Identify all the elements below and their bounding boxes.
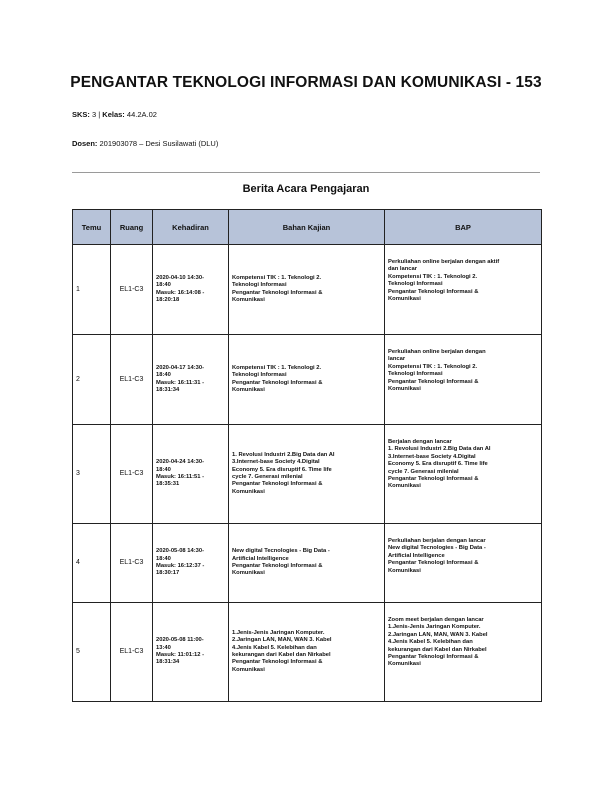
- bahan-kajian-cell: [229, 245, 385, 335]
- table-row: [73, 524, 542, 603]
- bap-text: Perkuliahan online berjalan dengan lancar Kompetensi TIK : 1. Teknologi 2. Teknologi Informasi Pengantar Teknologi Informasi & Komunikasi: [388, 349, 486, 393]
- table-header-row: [73, 210, 542, 245]
- bahan-kajian-text: 1. Revolusi Industri 2.Big Data dan AI 3.Internet-base Society 4.Digital Economy 5. Era disruptif 6. Time life cycle 7. Generasi milenial Pengantar Teknologi Informasi & Komunikasi: [232, 451, 335, 495]
- bahan-kajian-cell: [229, 603, 385, 702]
- bap-text: Perkuliahan berjalan dengan lancar New digital Tecnologies - Big Data - Artificial Intelligence Pengantar Teknologi Informasi & Komunikasi: [388, 538, 486, 574]
- kelas-label: Kelas:: [102, 110, 125, 119]
- kehadiran-cell: [153, 335, 229, 425]
- table-row: [73, 603, 542, 702]
- bap-cell: [385, 335, 542, 425]
- kehadiran-cell: [153, 425, 229, 524]
- ruang-cell: EL1-C3: [111, 603, 153, 702]
- ruang-cell: EL1-C3: [111, 524, 153, 603]
- column-header-bap: BAP: [385, 210, 542, 245]
- bap-cell: [385, 245, 542, 335]
- temu-cell: 2: [73, 335, 111, 425]
- sks-label: SKS:: [72, 110, 90, 119]
- temu-cell: 1: [73, 245, 111, 335]
- column-header-kehadiran: Kehadiran: [153, 210, 229, 245]
- course-info: [72, 110, 157, 119]
- column-header-bahan-kajian: Bahan Kajian: [229, 210, 385, 245]
- lecturer-info: [72, 139, 218, 148]
- table-row: [73, 425, 542, 524]
- divider: [72, 172, 540, 173]
- kehadiran-cell: [153, 245, 229, 335]
- bahan-kajian-text: New digital Tecnologies - Big Data - Artificial Intelligence Pengantar Teknologi Informasi & Komunikasi: [232, 548, 330, 577]
- kehadiran-text: 2020-05-08 11:00- 13:40 Masuk: 11:01:12 - 18:31:34: [156, 637, 205, 666]
- bap-cell: [385, 603, 542, 702]
- temu-cell: 3: [73, 425, 111, 524]
- bap-text: Perkuliahan online berjalan dengan aktif dan lancar Kompetensi TIK : 1. Teknologi 2. Teknologi Informasi Pengantar Teknologi Informasi & Komunikasi: [388, 259, 500, 303]
- ruang-cell: EL1-C3: [111, 245, 153, 335]
- kehadiran-text: 2020-05-08 14:30- 18:40 Masuk: 16:12:37 - 18:30:17: [156, 548, 205, 577]
- kelas-value: 44.2A.02: [124, 110, 157, 119]
- temu-cell: 5: [73, 603, 111, 702]
- temu-cell: 4: [73, 524, 111, 603]
- kehadiran-cell: [153, 603, 229, 702]
- column-header-ruang: Ruang: [111, 210, 153, 245]
- bap-cell: [385, 425, 542, 524]
- ruang-cell: EL1-C3: [111, 335, 153, 425]
- bap-cell: [385, 524, 542, 603]
- dosen-value: 201903078 – Desi Susilawati (DLU): [97, 139, 219, 148]
- sks-value: 3 |: [89, 110, 103, 119]
- table-row: [73, 245, 542, 335]
- bahan-kajian-text: 1.Jenis-Jenis Jaringan Komputer. 2.Jaringan LAN, MAN, WAN 3. Kabel 4.Jenis Kabel 5. Kelebihan dan kekurangan dari Kabel dan Nirkabel Pengantar Teknologi Informasi & Komunikasi: [232, 629, 332, 673]
- section-title: Berita Acara Pengajaran: [242, 183, 370, 195]
- bahan-kajian-cell: [229, 335, 385, 425]
- kehadiran-text: 2020-04-10 14:30- 18:40 Masuk: 16:14:08 - 18:20:18: [156, 274, 205, 303]
- page-title: PENGANTAR TEKNOLOGI INFORMASI DAN KOMUNIKASI - 153: [70, 74, 542, 91]
- kehadiran-cell: [153, 524, 229, 603]
- bap-text: Berjalan dengan lancar 1. Revolusi Industri 2.Big Data dan AI 3.Internet-base Society 4.Digital Economy 5. Era disruptif 6. Time life cycle 7. Generasi milenial Pengantar Teknologi Informasi & Komunikasi: [388, 439, 491, 490]
- bahan-kajian-cell: [229, 425, 385, 524]
- table-row: [73, 335, 542, 425]
- bahan-kajian-text: Kompetensi TIK : 1. Teknologi 2. Teknologi Informasi Pengantar Teknologi Informasi & Komunikasi: [232, 364, 323, 393]
- bap-text: Zoom meet berjalan dengan lancar 1.Jenis-Jenis Jaringan Komputer. 2.Jaringan LAN, MAN, WAN 3. Kabel 4.Jenis Kabel 5. Kelebihan dan kekurangan dari Kabel dan Nirkabel Pengantar Teknologi Informasi & Komunikasi: [388, 617, 488, 668]
- kehadiran-text: 2020-04-24 14:30- 18:40 Masuk: 16:11:51 - 18:35:31: [156, 459, 205, 488]
- bahan-kajian-text: Kompetensi TIK : 1. Teknologi 2. Teknologi Informasi Pengantar Teknologi Informasi & Komunikasi: [232, 274, 323, 303]
- kehadiran-text: 2020-04-17 14:30- 18:40 Masuk: 16:11:31 - 18:31:34: [156, 364, 205, 393]
- ruang-cell: EL1-C3: [111, 425, 153, 524]
- bahan-kajian-cell: [229, 524, 385, 603]
- dosen-label: Dosen:: [72, 139, 98, 148]
- column-header-temu: Temu: [73, 210, 111, 245]
- teaching-record-table: [72, 209, 542, 702]
